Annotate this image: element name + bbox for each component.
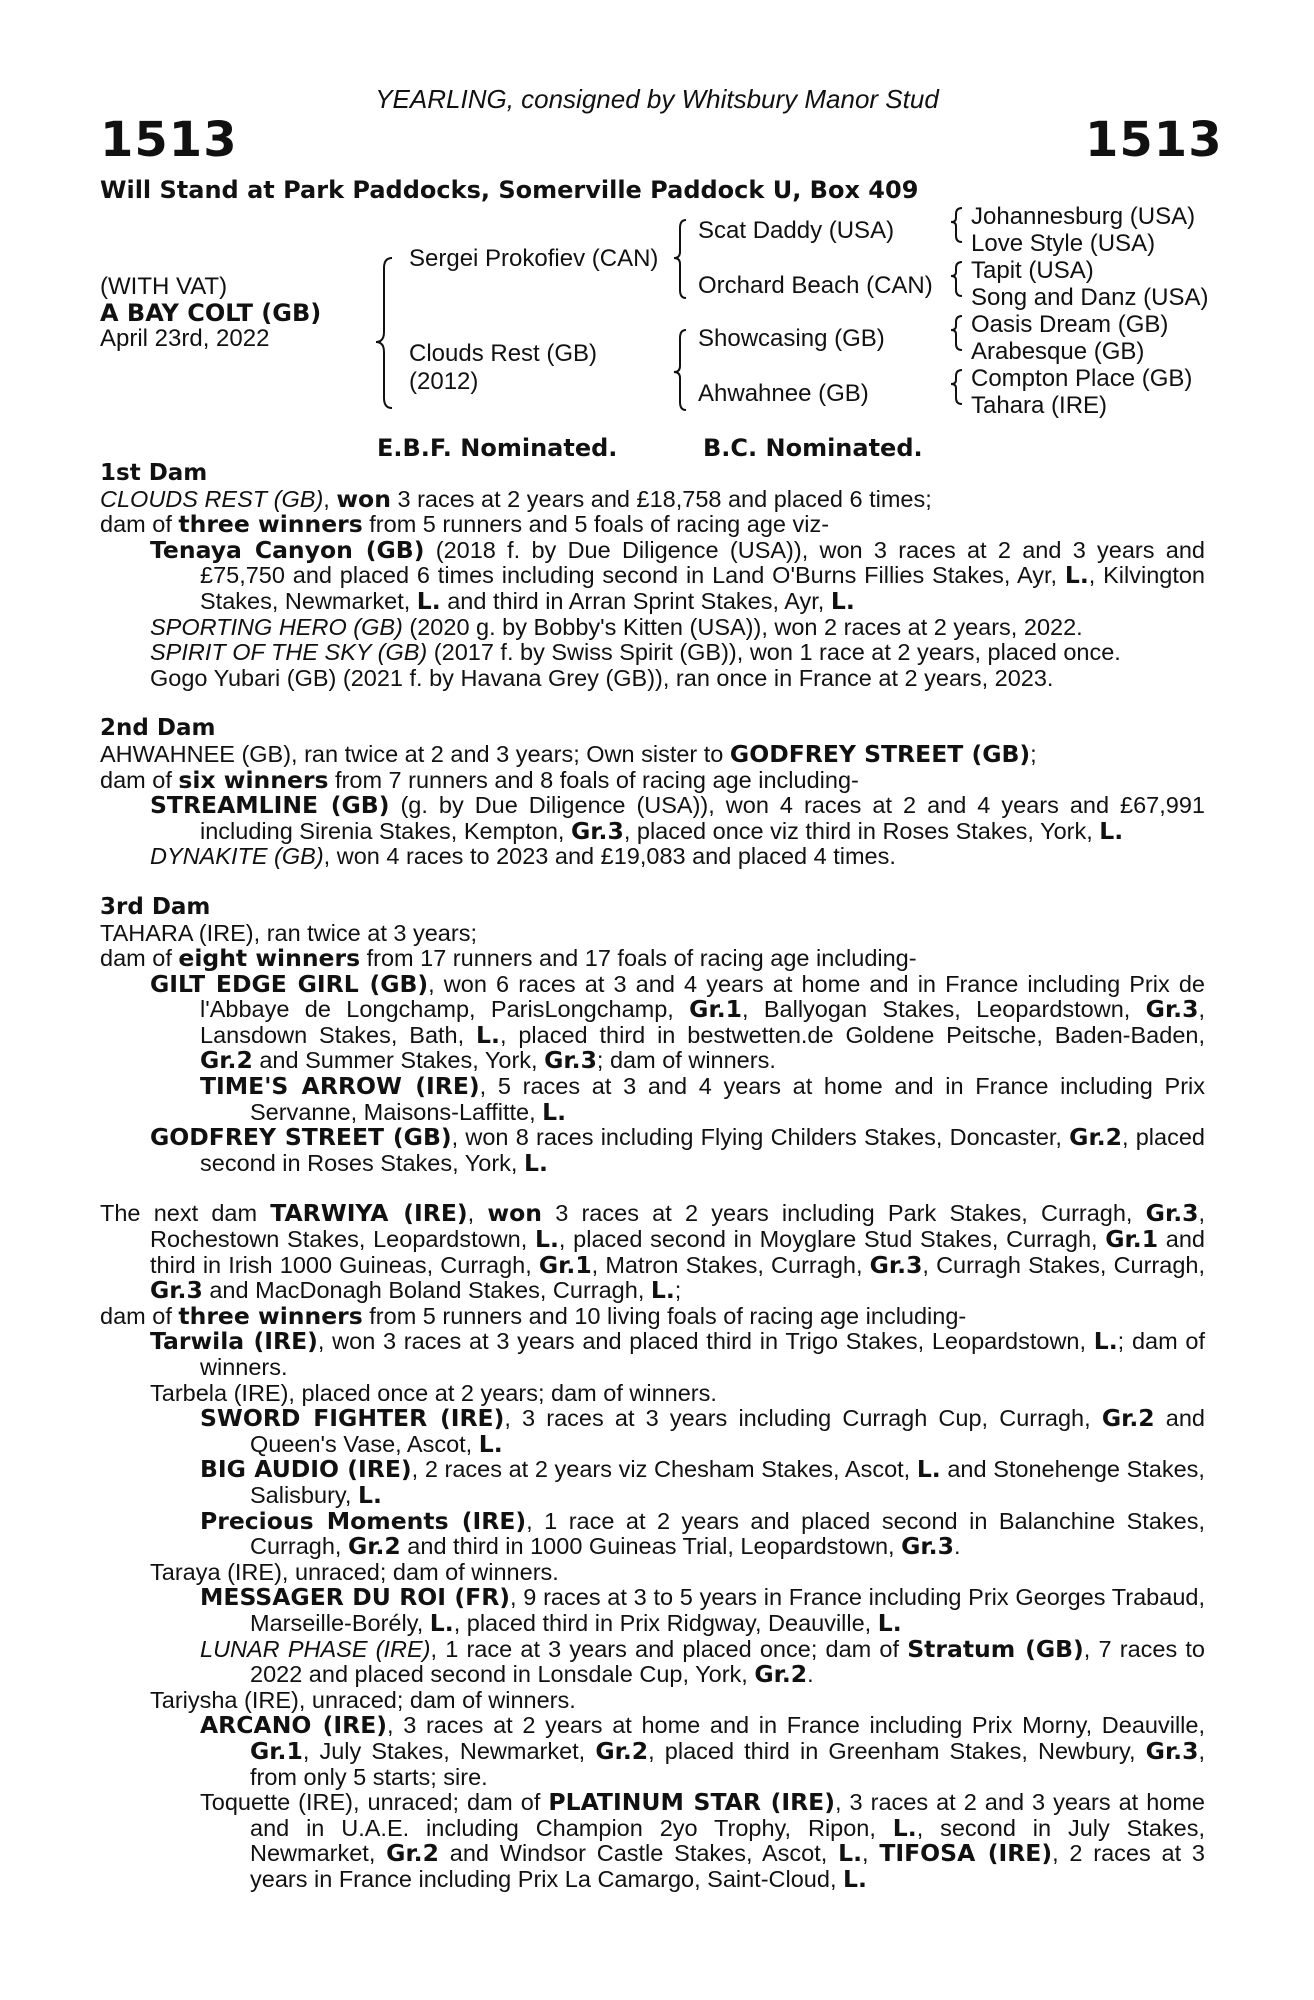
sire: Sergei Prokofiev (CAN) [409, 245, 659, 272]
first-dam-summary: CLOUDS REST (GB), won 3 races at 2 years and £18,758 and placed 6 times; dam of three winners from 5 runners and 5 foals of racing age viz- [100, 484, 932, 539]
progeny-entry: SPIRIT OF THE SKY (GB) (2017 f. by Swiss Spirit (GB)), won 1 race at 2 years, placed once. [150, 639, 1121, 666]
ped-ssd: Love Style (USA) [971, 230, 1156, 257]
progeny-entry: Toquette (IRE), unraced; dam of PLATINUM STAR (IRE), 3 races at 2 and 3 years at home and in U.A.E. including Champion 2yo Trophy, Ripon, L., second in July Stakes, Newmarket, Gr.2 and Windsor Castle Stakes, Ascot, L., TIFOSA (IRE), 2 races at 3 years in France including Prix La Camargo, Saint-Cloud, L. [200, 1788, 1205, 1893]
progeny-entry: DYNAKITE (GB), won 4 races to 2023 and £19,083 and placed 4 times. [150, 843, 896, 870]
sire-sire: Scat Daddy (USA) [698, 217, 895, 244]
progeny-entry: LUNAR PHASE (IRE), 1 race at 3 years and placed once; dam of Stratum (GB), 7 races to 2022 and placed second in Lonsdale Cup, York, Gr.2. [200, 1634, 1206, 1689]
consignor-line: YEARLING, consigned by Whitsbury Manor Stud [375, 84, 939, 114]
second-dam-summary: AHWAHNEE (GB), ran twice at 2 and 3 years; Own sister to GODFREY STREET (GB); dam of six winners from 7 runners and 8 foals of racing age including- [100, 739, 1037, 794]
third-dam-heading: 3rd Dam [100, 893, 211, 920]
ped-sdd: Song and Danz (USA) [971, 284, 1209, 311]
second-dam-heading: 2nd Dam [100, 715, 216, 742]
first-dam-heading: 1st Dam [100, 460, 208, 486]
progeny-entry: Precious Moments (IRE), 1 race at 2 years and placed second in Balanchine Stakes, Curragh, Gr.2 and third in 1000 Guineas Trial, Leopardstown, Gr.3. [200, 1506, 1205, 1561]
progeny-entry: Tarbela (IRE), placed once at 2 years; dam of winners. [150, 1379, 717, 1406]
dam: Clouds Rest (GB) [409, 340, 598, 367]
progeny-entry: ARCANO (IRE), 3 races at 2 years at home and in France including Prix Morny, Deauville, Gr.1, July Stakes, Newmarket, Gr.2, placed third in Greenham Stakes, Newbury, Gr.3, from only 5 starts; sire. [200, 1711, 1205, 1790]
dam-year: (2012) [409, 368, 479, 395]
progeny-entry: SPORTING HERO (GB) (2020 g. by Bobby's Kitten (USA)), won 2 races at 2 years, 2022. [150, 613, 1083, 640]
ped-dds: Compton Place (GB) [971, 365, 1193, 392]
progeny-entry: TIME'S ARROW (IRE), 5 races at 3 and 4 years at home and in France including Prix Servanne, Maisons-Laffitte, L. [200, 1072, 1206, 1126]
foaling-date: April 23rd, 2022 [100, 325, 270, 352]
next-dam-produce: dam of three winners from 5 runners and 10 living foals of racing age including- [100, 1301, 967, 1330]
sire-dam: Orchard Beach (CAN) [698, 272, 933, 299]
dam-dam: Ahwahnee (GB) [698, 380, 869, 407]
progeny-entry: BIG AUDIO (IRE), 2 races at 2 years viz Chesham Stakes, Ascot, L. and Stonehenge Stakes, Salisbury, L. [200, 1455, 1205, 1509]
stand-location: Will Stand at Park Paddocks, Somerville Paddock U, Box 409 [100, 176, 919, 204]
ped-dsd: Arabesque (GB) [971, 338, 1145, 365]
next-dam-summary: The next dam TARWIYA (IRE), won 3 races at 2 years including Park Stakes, Curragh, Gr.3, Rochestown Stakes, Leopardstown, L., placed second in Moyglare Stud Stakes, Curragh, Gr.1 and third in Irish 1000 Guineas, Curragh, Gr.1, Matron Stakes, Curragh, Gr.3, Curragh Stakes, Curragh, Gr.3 and MacDonagh Boland Stakes, Curragh, L.; [100, 1199, 1206, 1305]
bc-nominated: B.C. Nominated. [703, 434, 923, 462]
ped-ddd: Tahara (IRE) [971, 392, 1108, 419]
progeny-entry: MESSAGER DU ROI (FR), 9 races at 3 to 5 years in France including Prix Georges Trabaud, Marseille-Borély, L., placed third in Prix Ridgway, Deauville, L. [200, 1583, 1205, 1637]
progeny-entry: Gogo Yubari (GB) (2021 f. by Havana Grey (GB)), ran once in France at 2 years, 2023. [150, 664, 1054, 691]
progeny-entry: Tenaya Canyon (GB) (2018 f. by Due Diligence (USA)), won 3 races at 2 and 3 years and £75,750 and placed 6 times including second in Land O'Burns Fillies Stakes, Ayr, L., Kilvington Stakes, Newmarket, L. and third in Arran Sprint Stakes, Ayr, L. [150, 535, 1206, 615]
ped-sds: Tapit (USA) [971, 257, 1094, 284]
progeny-entry: GILT EDGE GIRL (GB), won 6 races at 3 and 4 years at home and in France including Prix de l'Abbaye de Longchamp, ParisLongchamp, Gr.1, Ballyogan Stakes, Leopardstown, Gr.3, Lansdown Stakes, Bath, L., placed third in bestwetten.de Goldene Peitsche, Baden-Baden, Gr.2 and Summer Stakes, York, Gr.3; dam of winners. [150, 969, 1205, 1075]
progeny-entry: SWORD FIGHTER (IRE), 3 races at 3 years including Curragh Cup, Curragh, Gr.2 and Queen's Vase, Ascot, L. [200, 1404, 1205, 1458]
progeny-entry: GODFREY STREET (GB), won 8 races including Flying Childers Stakes, Doncaster, Gr.2, placed second in Roses Stakes, York, L. [150, 1123, 1205, 1177]
lot-number-left: 1513 [100, 112, 238, 168]
progeny-entry: Tarwila (IRE), won 3 races at 3 years and placed third in Trigo Stakes, Leopardstown, L.; dam of winners. [150, 1327, 1205, 1380]
lot-number-right: 1513 [1085, 112, 1223, 168]
progeny-entry: STREAMLINE (GB) (g. by Due Diligence (USA)), won 4 races at 2 and 4 years and £67,991 including Sirenia Stakes, Kempton, Gr.3, placed once viz third in Roses Stakes, York, L. [150, 791, 1205, 845]
lot-name: A BAY COLT (GB) [100, 299, 322, 327]
ped-dss: Oasis Dream (GB) [971, 311, 1169, 338]
dam-sire: Showcasing (GB) [698, 325, 885, 352]
vat-note: (WITH VAT) [100, 273, 228, 300]
catalogue-body [100, 461, 1205, 1892]
ped-sss: Johannesburg (USA) [971, 203, 1196, 230]
ebf-nominated: E.B.F. Nominated. [377, 434, 618, 462]
progeny-entry: Taraya (IRE), unraced; dam of winners. [150, 1558, 559, 1585]
progeny-entry: Tariysha (IRE), unraced; dam of winners. [150, 1686, 576, 1713]
third-dam-summary: TAHARA (IRE), ran twice at 3 years; dam of eight winners from 17 runners and 17 foals of racing age including- [100, 919, 917, 973]
